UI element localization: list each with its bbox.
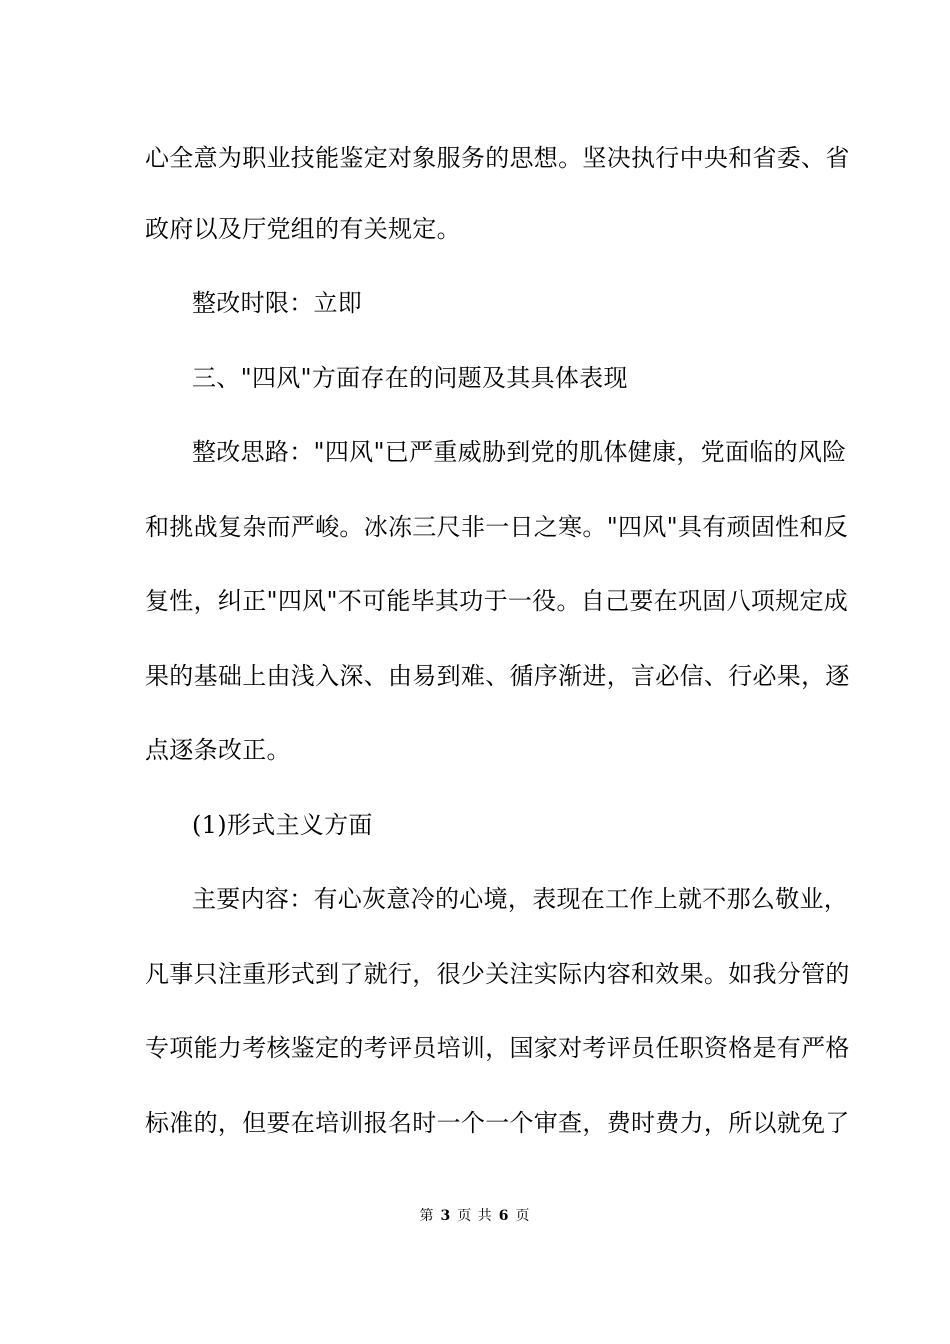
footer-middle: 页 共 xyxy=(457,1208,493,1224)
text-line-13: 专项能力考核鉴定的考评员培训，国家对考评员任职资格是有严格 xyxy=(145,1034,850,1062)
text-line-7: 复性，纠正"四风"不可能毕其功于一役。自己要在巩固八项规定成 xyxy=(145,587,849,615)
section-heading: 三、"四风"方面存在的问题及其具体表现 xyxy=(192,364,628,392)
text-line-1: 心全意为职业技能鉴定对象服务的思想。坚决执行中央和省委、省 xyxy=(145,144,850,172)
text-line-3: 整改时限：立即 xyxy=(192,289,363,317)
page-number-footer xyxy=(0,1207,950,1225)
total-page-number: 6 xyxy=(498,1208,510,1224)
text-line-6: 和挑战复杂而严峻。冰冻三尺非一日之寒。"四风"具有顽固性和反 xyxy=(145,513,849,541)
text-line-11: 主要内容：有心灰意冷的心境，表现在工作上就不那么敬业， xyxy=(192,885,849,913)
subsection-heading: (1)形式主义方面 xyxy=(192,811,373,839)
footer-suffix: 页 xyxy=(515,1208,531,1224)
text-line-5: 整改思路："四风"已严重威胁到党的肌体健康，党面临的风险 xyxy=(192,438,847,466)
text-line-9: 点逐条改正。 xyxy=(145,736,291,764)
text-line-2: 政府以及厅党组的有关规定。 xyxy=(145,215,461,243)
footer-prefix: 第 xyxy=(419,1208,435,1224)
text-line-12: 凡事只注重形式到了就行，很少关注实际内容和效果。如我分管的 xyxy=(145,960,850,988)
current-page-number: 3 xyxy=(440,1208,452,1224)
text-line-14: 标准的，但要在培训报名时一个一个审查，费时费力，所以就免了 xyxy=(145,1109,850,1137)
text-line-8: 果的基础上由浅入深、由易到难、循序渐进，言必信、行必果，逐 xyxy=(145,662,850,690)
